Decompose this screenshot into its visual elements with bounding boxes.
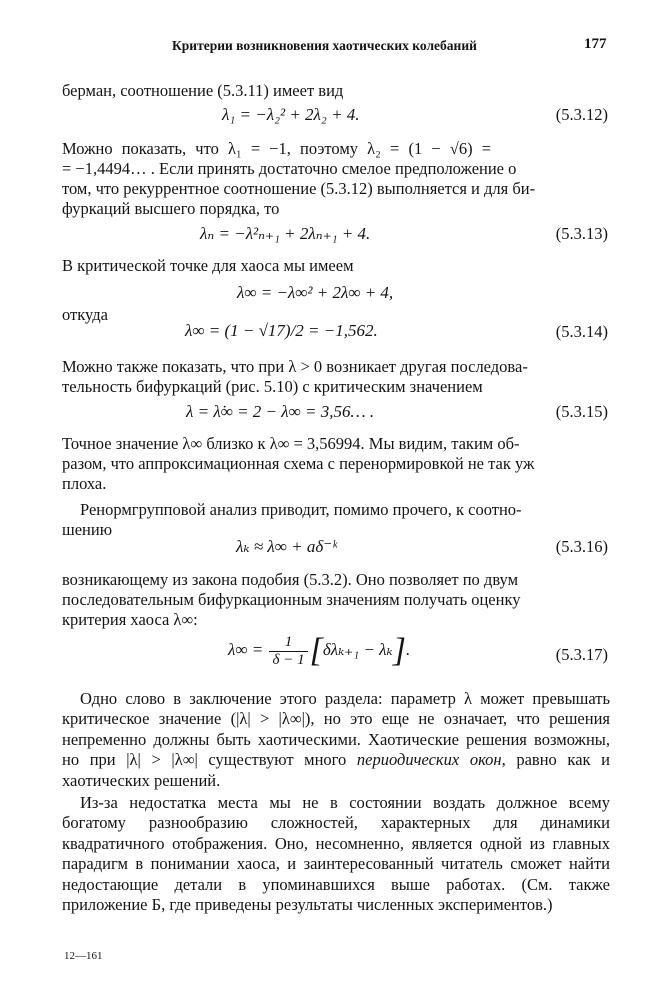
equation-number: (5.3.13) (555, 224, 608, 243)
equation-critical: λ∞ = −λ∞² + 2λ∞ + 4, (237, 283, 394, 302)
equation-number: (5.3.16) (555, 537, 608, 556)
equation-5-3-16: λₖ ≈ λ∞ + aδ⁻ᵏ (236, 537, 338, 556)
text-line: = −1,4494… . Если принять достаточно смелое предположение о (62, 159, 517, 178)
running-header: Критерии возникновения хаотических колебаний (172, 38, 477, 53)
left-bracket: [ (309, 632, 323, 670)
fraction-denominator: δ − 1 (272, 651, 305, 668)
text-line: тельность бифуркаций (рис. 5.10) с критическим значением (62, 377, 483, 396)
right-bracket: ] (392, 632, 406, 670)
paragraph-conclusion (62, 689, 610, 791)
equation-5-3-17: λ∞ = $\frac{1}{\delta - 1}$ [δλₖ₊₁ − λₖ]. (228, 632, 411, 670)
text-line: Можно показать, что λ₁ = −1, поэтому λ₂ = (1 − √6) = (62, 139, 492, 158)
equation-number: (5.3.14) (555, 322, 608, 341)
text-line: берман, соотношение (5.3.11) имеет вид (62, 81, 344, 100)
text-line: откуда (62, 305, 108, 324)
equation-number: (5.3.17) (555, 645, 608, 664)
equation-number: (5.3.12) (555, 105, 608, 124)
text-line: возникающему из закона подобия (5.3.2). Оно позволяет по двум (62, 570, 519, 589)
fraction-numerator: 1 (269, 634, 307, 652)
text-line: Можно также показать, что при λ > 0 возникает другая последова- (62, 357, 528, 376)
text-line: шению (62, 520, 113, 539)
text-line: фуркаций высшего порядка, то (62, 199, 280, 218)
equation-number: (5.3.15) (555, 402, 608, 421)
text-line: плоха. (62, 474, 107, 493)
text-line: Точное значение λ∞ близко к λ∞ = 3,56994. Мы видим, таким об- (62, 434, 520, 453)
equation-5-3-13: λₙ = −λ²ₙ₊₁ + 2λₙ₊₁ + 4. (200, 224, 371, 243)
text-line: В критической точке для хаоса мы имеем (62, 256, 354, 275)
paragraph-text: Одно слово в заключение этого раздела: параметр λ может превышать критическое значение (|λ| > |λ∞|), но это еще не означает, что решения непременно должны быть хаотическими. Хаотические решения возможны, но при |λ| > |λ∞| существуют много (62, 689, 610, 770)
text-line: Ренормгрупповой анализ приводит, помимо прочего, к соотно- (80, 500, 522, 519)
equation-5-3-15: λ = λ̇∞ = 2 − λ∞ = 3,56… . (186, 402, 375, 421)
paragraph-text-end: , равно как и хаотических решений. (62, 750, 610, 790)
equation-5-3-12: λ₁ = −λ₂² + 2λ₂ + 4. (222, 105, 360, 124)
equation-5-3-14: λ∞ = (1 − √17)/2 = −1,562. (185, 321, 378, 340)
equation-lhs: λ∞ = (228, 640, 264, 659)
bracket-body: δλₖ₊₁ − λₖ (322, 640, 393, 659)
text-line: том, что рекуррентное соотношение (5.3.12) выполняется и для би- (62, 179, 536, 198)
signature-mark: 12—161 (64, 950, 103, 962)
page-number: 177 (584, 36, 607, 52)
text-line: последовательным бифуркационным значениям получать оценку (62, 590, 521, 609)
text-line: разом, что аппроксимационная схема с перенормировкой не так уж (62, 454, 535, 473)
fraction (269, 634, 307, 669)
paragraph-closing: Из-за недостатка места мы не в состоянии воздать должное всему богатому разнообразию сложностей, характерных для динамики квадратичного отображения. Оно, несомненно, является одной из главных парадигм в понимании хаоса, и заинтересованный читатель сможет найти недостающие детали в упоминавшихся выше работах. (См. также приложение Б, где приведены результаты численных экспериментов.) (62, 793, 610, 915)
emphasis-periodic-windows: периодических окон (356, 750, 502, 770)
text-line: критерия хаоса λ∞: (62, 610, 198, 629)
